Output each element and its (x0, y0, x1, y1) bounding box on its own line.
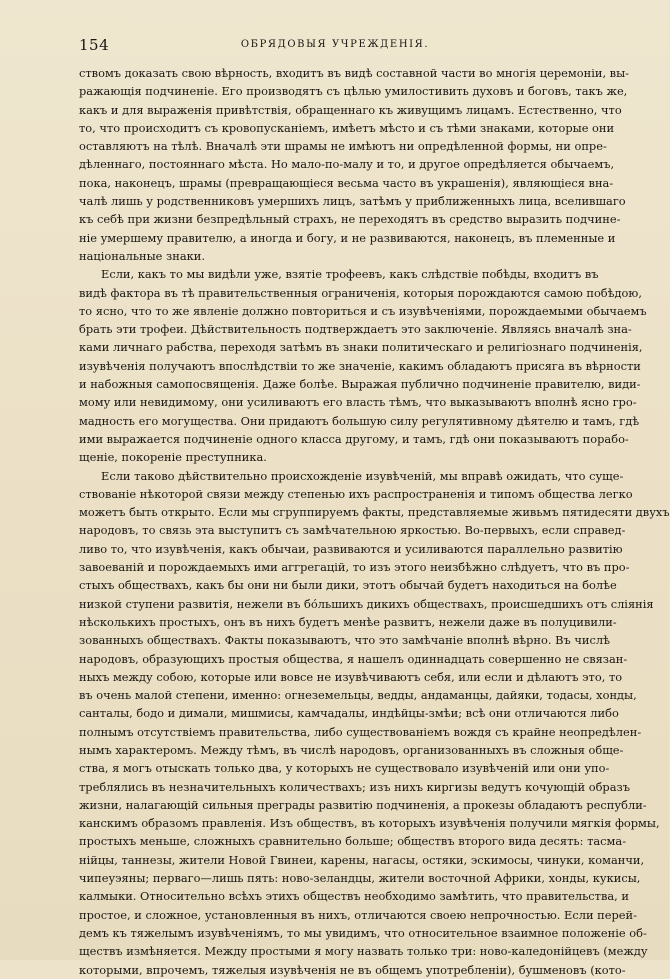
text-line: завоеваній и порождаемыхъ ими аггрегацій, то изъ этого неизбѣжно слѣдуетъ, что въ про- (79, 560, 630, 575)
text-line: стыхъ обществахъ, какъ бы они ни были дики, этотъ обычай будетъ находиться на болѣе (79, 578, 617, 593)
text-line: ствованіе нѣкоторой связи между степенью ихъ распространенія и типомъ общества легко (79, 486, 633, 501)
text-line: щеніе, покореніе преступника. (79, 450, 267, 465)
text-line: ствомъ доказать свою вѣрность, входитъ въ видѣ составной части во многія церемоніи, вы- (79, 66, 630, 80)
text-line: какъ и для выраженія привѣтствія, обращеннаго къ живущимъ лицамъ. Естественно, что (79, 102, 622, 117)
running-title: ОБРЯДОВЫЯ УЧРЕЖДЕНІЯ. (240, 39, 430, 50)
text-line: нійцы, таннезы, жители Новой Гвинеи, карены, нагасы, остяки, эскимосы, чинуки, команчи, (79, 852, 645, 867)
text-line: видѣ фактора въ тѣ правительственныя ограниченія, которыя порождаются самою побѣдою, (79, 285, 642, 300)
text-line: ніе умершему правителю, а иногда и богу, и не развиваются, наконецъ, въ племенные и (79, 230, 616, 245)
text-line: нѣсколькихъ простыхъ, онъ въ нихъ будетъ менѣе развитъ, нежели даже въ полуцивили- (79, 614, 617, 629)
text-line: демъ къ тяжелымъ изувѣченіямъ, то мы увидимъ, что относительное взаимное положеніе об- (79, 925, 647, 940)
text-line: то, что происходитъ съ кровопусканіемъ, имѣетъ мѣсто и съ тѣми знаками, которые они (79, 120, 615, 135)
text-line: можетъ быть открыто. Если мы сгруппируемъ факты, представляемые живьмъ пятидесяти двухъ (79, 505, 670, 520)
text-line: ства, я могъ отыскать только два, у которыхъ не существовало изувѣченій или они упо- (79, 761, 610, 776)
text-line: національные знаки. (79, 248, 205, 263)
text-line: народовъ, то связь эта выступитъ съ замѣчательною яркостью. Во-первыхъ, если справед- (79, 523, 626, 538)
text-line: полнымъ отсутствіемъ правительства, либо существованіемъ вождя съ крайне неопредѣлен- (79, 724, 642, 739)
text-line: ками личнаго рабства, переходя затѣмъ въ знаки политическаго и религіознаго подчиненія, (79, 340, 643, 355)
text-line: дѣленнаго, постояннаго мѣста. Но мало-по-малу и то, и другое опредѣляется обычаемъ, (79, 157, 615, 172)
text-line: мому или невидимому, они усиливаютъ его власть тѣмъ, что выказываютъ вполнѣ ясно гро- (79, 395, 637, 410)
page-number: 154 (79, 36, 110, 54)
text-line: простыхъ меньше, сложныхъ сравнительно больше; обществъ второго вида десять: тасма- (79, 834, 627, 849)
text-line: чипеуэяны; перваго—лишь пять: ново-зеландцы, жители восточной Африки, хонды, кукисы, (79, 871, 641, 886)
text-line: народовъ, образующихъ простыя общества, я нашелъ одиннадцать совершенно не связан- (79, 651, 628, 666)
body-text (79, 64, 670, 979)
text-line: ществъ измѣняется. Между простыми я могу назвать только три: ново-каледонійцевъ (между (79, 944, 648, 959)
text-line: оставляютъ на тѣлѣ. Вначалѣ эти шрамы не имѣютъ ни опредѣленной формы, ни опре- (79, 139, 607, 154)
paragraph (79, 265, 647, 466)
text-line: и набожныя самопосвященія. Даже болѣе. Выражая публично подчиненіе правителю, види- (79, 377, 641, 392)
text-line: канскимъ образомъ правленія. Изъ обществъ, въ которыхъ изувѣченія получили мягкія формы, (79, 816, 660, 831)
text-line: ливо то, что изувѣченія, какъ обычаи, развиваются и усиливаются параллельно развитію (79, 541, 623, 556)
text-line: чалѣ лишь у родственниковъ умершихъ лицъ, затѣмъ у приближенныхъ лица, вселившаго (79, 194, 626, 209)
paragraph (79, 64, 630, 265)
text-line: ими выражается подчиненіе одного класса другому, и тамъ, гдѣ они показываютъ порабо- (79, 431, 629, 446)
text-line: пока, наконецъ, шрамы (превращающіеся весьма часто въ украшенія), являющіеся вна- (79, 175, 614, 190)
text-line: мадность его могущества. Они придаютъ большую силу регулятивному дѣятелю и тамъ, гдѣ (79, 413, 640, 428)
text-line: калмыки. Относительно всѣхъ этихъ обществъ необходимо замѣтить, что правительства, и (79, 889, 629, 904)
text-line: то ясно, что то же явленіе должно повториться и съ изувѣченіями, порождаемыми обычаемъ (79, 303, 647, 318)
text-line: санталы, бодо и димали, мишмисы, камчадалы, индѣйцы-змѣи; всѣ они отличаются либо (79, 706, 619, 721)
text-line: зованныхъ обществахъ. Факты показываютъ, что это замѣчаніе вполнѣ вѣрно. Въ числѣ (79, 633, 610, 648)
text-line: брать эти трофеи. Дѣйствительность подтверждаетъ это заключеніе. Являясь вначалѣ зна- (79, 322, 632, 337)
text-line: низкой ступени развитія, нежели въ бо́льшихъ дикихъ обществахъ, происшедшихъ отъ сліянія (79, 596, 654, 611)
text-line: нымъ характеромъ. Между тѣмъ, въ числѣ народовъ, организованныхъ въ сложныя обще- (79, 742, 624, 757)
text-line: жизни, налагающій сильныя преграды развитію подчиненія, а прокезы обладаютъ республи- (79, 797, 647, 812)
text-line: ныхъ между собою, которые или вовсе не изувѣчиваютъ себя, или если и дѣлаютъ это, то (79, 669, 623, 684)
text-line: Если таково дѣйствительно происхожденіе изувѣченій, мы вправѣ ожидать, что суще- (101, 468, 624, 483)
text-line: простое, и сложное, установленныя въ нихъ, отличаются своею непрочностью. Если перей- (79, 907, 637, 922)
text-line: Если, какъ то мы видѣли уже, взятіе трофеевъ, какъ слѣдствіе побѣды, входитъ въ (101, 267, 599, 282)
page-header (79, 36, 591, 56)
text-line: треблялись въ незначительныхъ количествахъ; изъ нихъ киргизы ведутъ кочующій образъ (79, 779, 630, 794)
text-line: изувѣченія получаютъ впослѣдствіи то же значеніе, какимъ обладаютъ присяга въ вѣрности (79, 358, 641, 373)
text-line: въ очень малой степени, именно: огнеземельцы, ведды, андаманцы, дайяки, тодасы, хонды, (79, 688, 637, 703)
paragraph (79, 467, 670, 979)
text-line: къ себѣ при жизни безпредѣльный страхъ, не переходятъ въ средство выразить подчине- (79, 212, 621, 227)
text-line: ражающія подчиненіе. Его производятъ съ цѣлью умилостивить духовъ и боговъ, такъ же, (79, 84, 628, 99)
text-line: которыми, впрочемъ, тяжелыя изувѣченія не въ общемъ употребленіи), бушменовъ (кото- (79, 962, 626, 977)
